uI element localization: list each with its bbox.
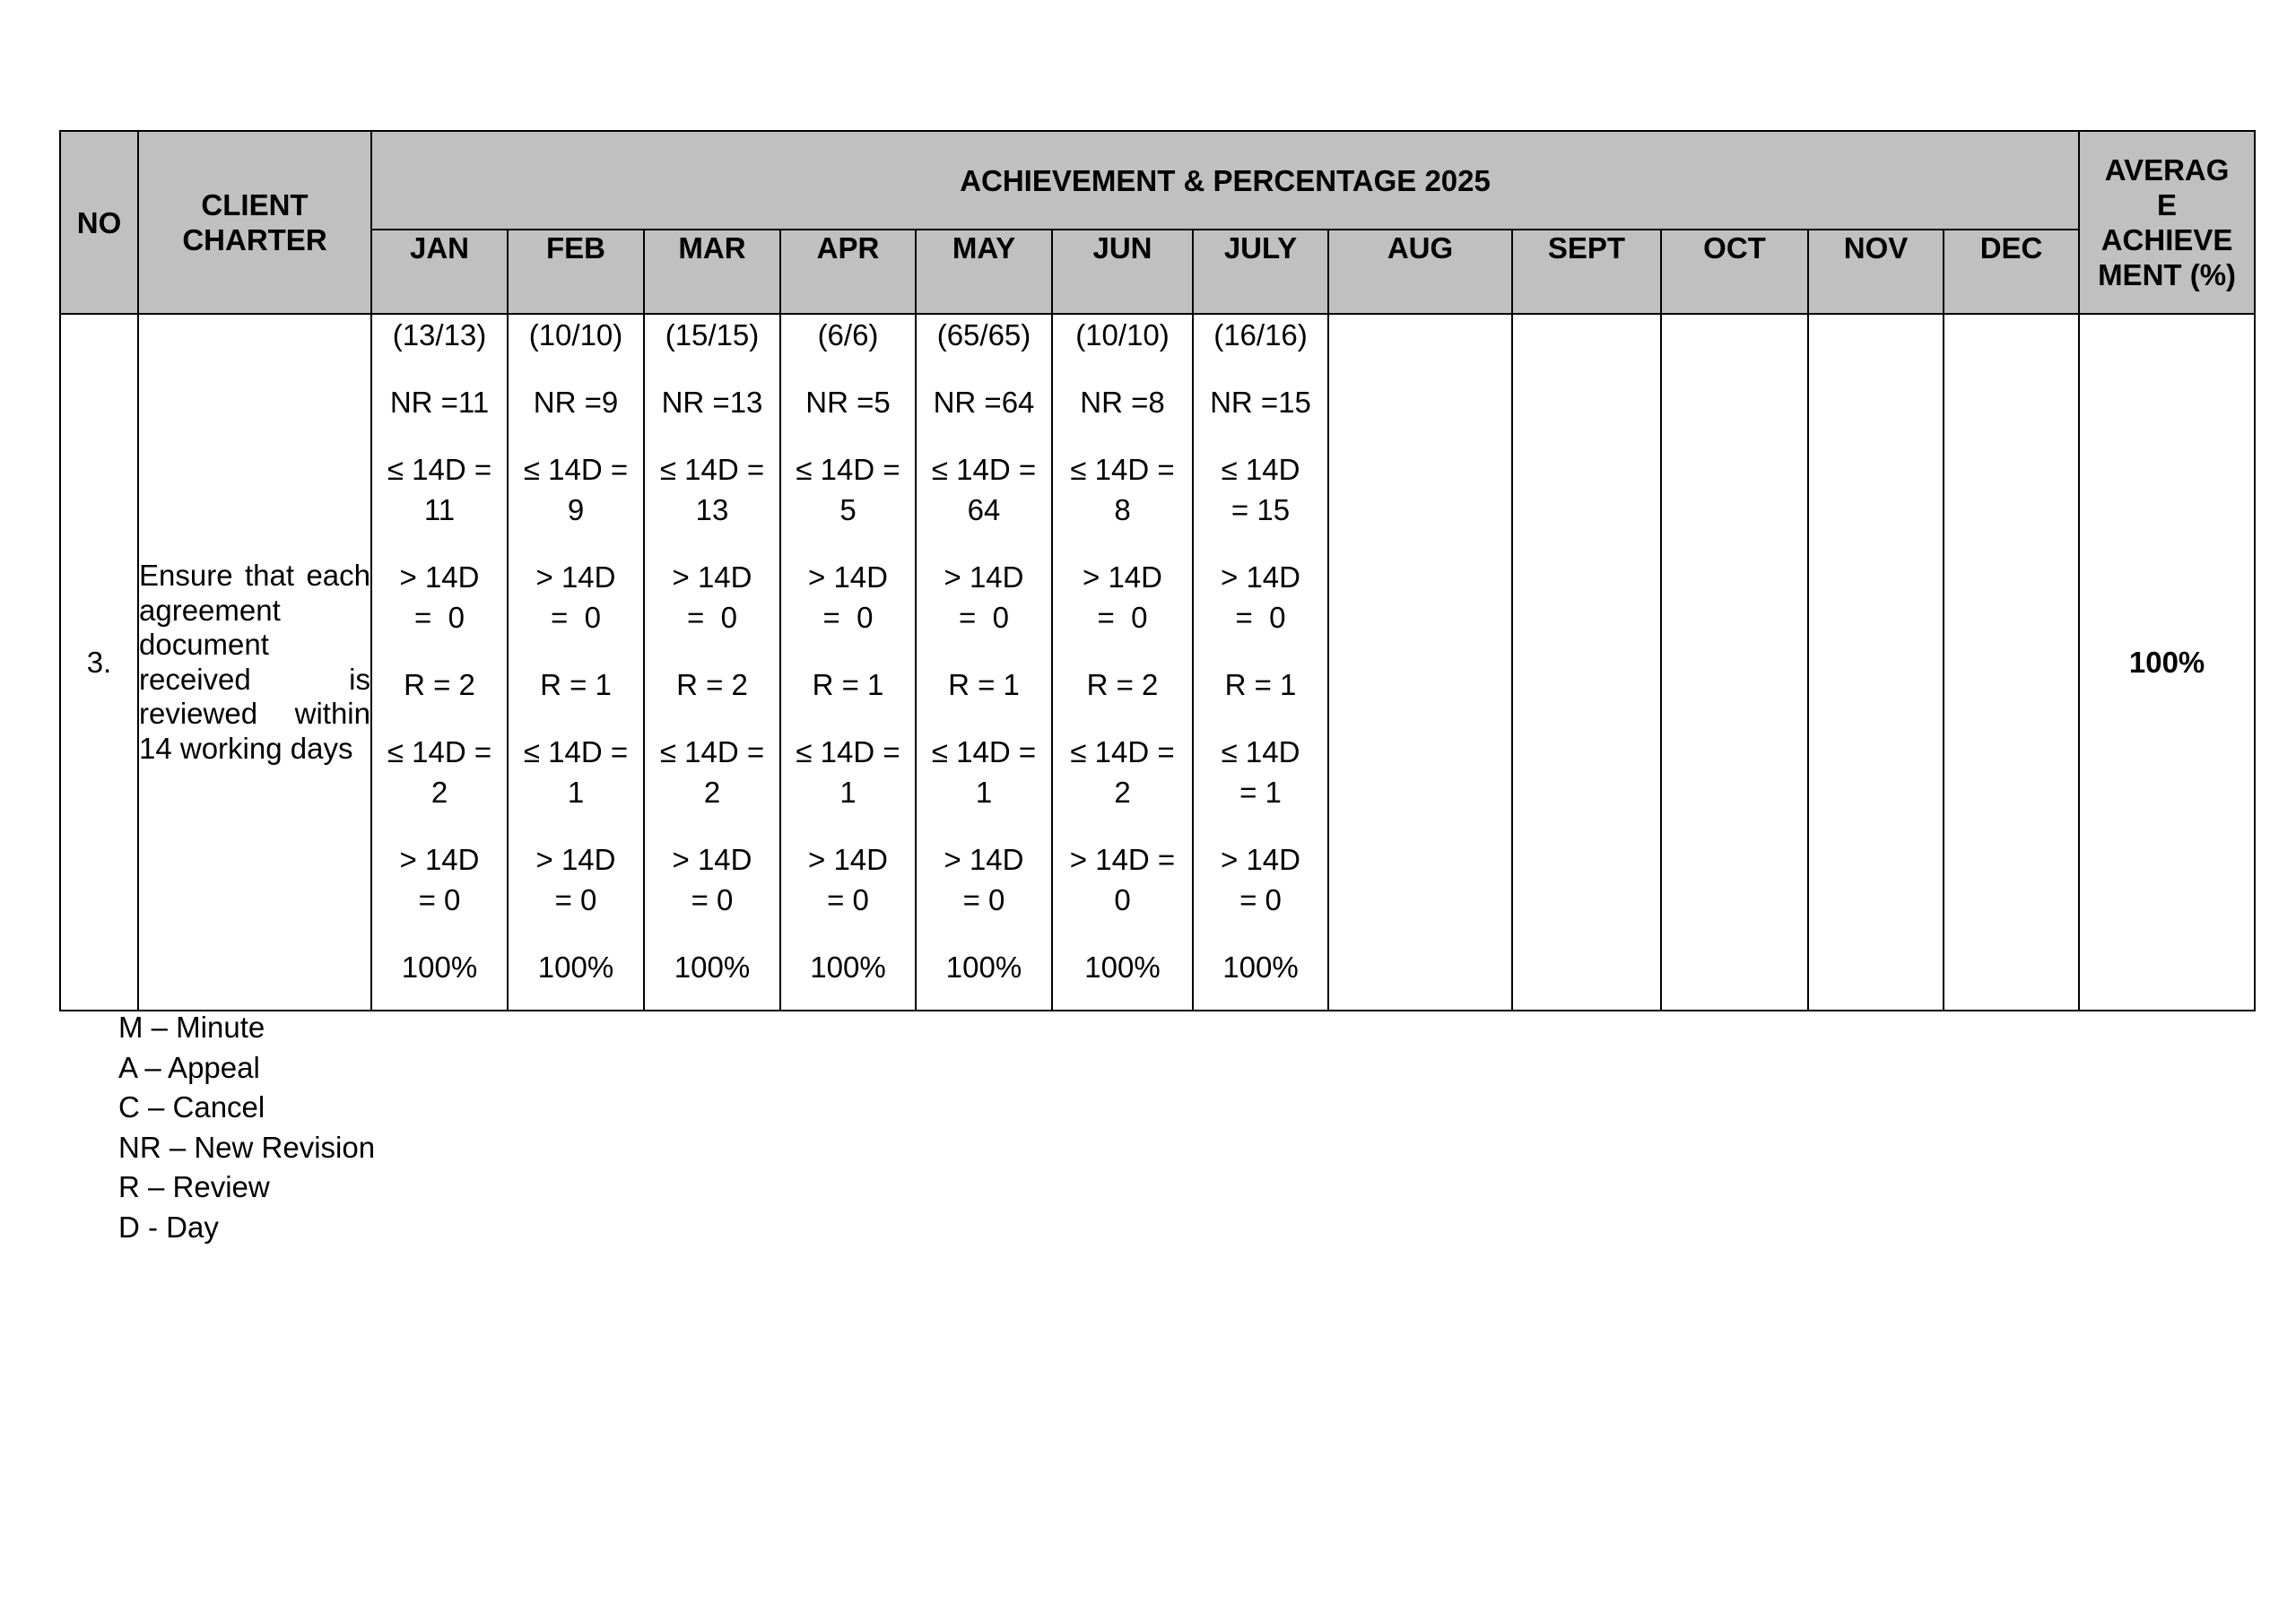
month-r-within-14d-value: = 1 <box>1239 776 1282 809</box>
month-nr-within-14d: ≤ 14D = <box>523 453 629 486</box>
month-nr-within-14d-value: 5 <box>839 493 857 526</box>
month-nr-within-14d-value: 9 <box>567 493 585 526</box>
month-review-count: R = 2 <box>404 668 475 701</box>
legend-item: A – Appeal <box>118 1050 260 1084</box>
header-month-jun: JUN <box>1052 230 1193 314</box>
month-values <box>781 315 915 987</box>
month-r-over-14d-value: = 0 <box>1239 883 1282 916</box>
month-r-over-14d-value: = 0 <box>418 883 461 916</box>
month-nr-count: NR =15 <box>1210 386 1311 419</box>
month-cell-sept <box>1512 314 1661 1011</box>
month-r-within-14d-value: 1 <box>567 776 585 809</box>
month-nr-over-14d: > 14D <box>672 560 752 594</box>
month-nr-over-14d-value: = 0 <box>822 601 874 634</box>
month-nr-within-14d: ≤ 14D = <box>1070 453 1175 486</box>
month-ratio: (10/10) <box>528 318 623 352</box>
month-r-over-14d: > 14D <box>399 843 480 876</box>
month-values <box>1194 315 1327 987</box>
month-r-within-14d-value: 2 <box>1114 776 1131 809</box>
month-r-over-14d: > 14D <box>1221 843 1300 876</box>
month-r-over-14d: > 14D <box>808 843 888 876</box>
header-month-aug: AUG <box>1328 230 1512 314</box>
month-nr-over-14d-value: = 0 <box>1235 601 1286 634</box>
header-month-apr: APR <box>780 230 916 314</box>
month-r-over-14d-value: = 0 <box>827 883 869 916</box>
header-month-mar: MAR <box>644 230 780 314</box>
month-ratio: (6/6) <box>817 318 879 352</box>
month-nr-over-14d-value: = 0 <box>551 601 601 634</box>
month-cell-mar <box>644 314 780 1011</box>
legend-item: R – Review <box>118 1170 270 1203</box>
month-nr-over-14d-value: = 0 <box>687 601 737 634</box>
month-nr-count: NR =5 <box>805 386 891 419</box>
legend-item: C – Cancel <box>118 1090 265 1124</box>
header-month-sept: SEPT <box>1512 230 1661 314</box>
month-nr-over-14d-value: = 0 <box>414 601 465 634</box>
month-nr-within-14d: ≤ 14D = <box>931 453 1037 486</box>
legend-item: M – Minute <box>118 1011 265 1044</box>
month-cell-apr <box>780 314 916 1011</box>
month-nr-count: NR =64 <box>933 386 1035 419</box>
table-row <box>60 314 2255 1011</box>
header-average-line: MENT (%) <box>2098 258 2237 291</box>
legend-item: NR – New Revision <box>118 1130 376 1164</box>
month-nr-count: NR =8 <box>1080 386 1165 419</box>
month-nr-within-14d: ≤ 14D = <box>387 453 492 486</box>
month-review-count: R = 2 <box>676 668 748 701</box>
row-charter-text: Ensure that each agreement document received is reviewed within 14 working days <box>138 314 371 1011</box>
month-r-over-14d-value: = 0 <box>554 883 597 916</box>
month-review-count: R = 1 <box>540 668 612 701</box>
month-nr-over-14d: > 14D <box>1221 560 1300 594</box>
header-no-label: NO <box>76 205 122 239</box>
month-values <box>1053 315 1192 987</box>
month-r-within-14d-value: 1 <box>839 776 857 809</box>
legend-item: D - Day <box>118 1210 219 1244</box>
header-client-charter-line: CLIENT <box>201 188 309 221</box>
month-cell-july <box>1193 314 1328 1011</box>
month-cell-may <box>916 314 1052 1011</box>
month-cell-jun <box>1052 314 1193 1011</box>
header-average-line: E <box>2157 188 2178 221</box>
header-no <box>60 131 138 314</box>
month-nr-over-14d-value: = 0 <box>1097 601 1148 634</box>
month-nr-within-14d-value: 64 <box>967 493 1001 526</box>
month-ratio: (16/16) <box>1213 318 1308 352</box>
month-r-within-14d-value: 1 <box>975 776 993 809</box>
month-r-within-14d: ≤ 14D = <box>1070 735 1175 768</box>
header-month-dec: DEC <box>1944 230 2079 314</box>
month-nr-over-14d: > 14D <box>399 560 480 594</box>
month-r-within-14d: ≤ 14D <box>1221 735 1300 768</box>
header-client-charter-line: CHARTER <box>182 223 327 256</box>
month-values <box>509 315 643 987</box>
header-client-charter <box>138 131 371 314</box>
month-values <box>917 315 1051 987</box>
row-average: 100% <box>2079 314 2255 1011</box>
month-review-count: R = 1 <box>1224 668 1297 701</box>
month-nr-within-14d-value: 11 <box>423 493 456 526</box>
month-nr-within-14d-value: = 15 <box>1231 493 1291 526</box>
month-nr-count: NR =11 <box>389 386 490 419</box>
header-month-oct: OCT <box>1661 230 1808 314</box>
month-percentage: 100% <box>537 950 614 984</box>
month-percentage: 100% <box>401 950 478 984</box>
header-achievement-label: ACHIEVEMENT & PERCENTAGE 2025 <box>960 163 1491 197</box>
month-r-over-14d-value: = 0 <box>962 883 1005 916</box>
month-nr-count: NR =13 <box>661 386 763 419</box>
client-charter-table <box>59 130 2256 1011</box>
month-r-within-14d-value: 2 <box>703 776 721 809</box>
month-percentage: 100% <box>674 950 751 984</box>
month-values <box>645 315 779 987</box>
month-percentage: 100% <box>810 950 886 984</box>
month-ratio: (10/10) <box>1075 318 1170 352</box>
month-nr-count: NR =9 <box>533 386 619 419</box>
header-month-nov: NOV <box>1808 230 1944 314</box>
header-row-1 <box>60 131 2255 230</box>
month-nr-over-14d: > 14D <box>535 560 616 594</box>
legend <box>118 1008 375 1247</box>
month-ratio: (15/15) <box>665 318 760 352</box>
header-average <box>2079 131 2255 314</box>
month-cell-feb <box>508 314 644 1011</box>
month-r-within-14d: ≤ 14D = <box>796 735 900 768</box>
month-review-count: R = 2 <box>1086 668 1159 701</box>
month-r-within-14d-value: 2 <box>430 776 448 809</box>
month-ratio: (65/65) <box>936 318 1031 352</box>
header-achievement <box>371 131 2079 230</box>
month-r-over-14d-value: 0 <box>1114 883 1131 916</box>
month-r-over-14d: > 14D = <box>1069 843 1176 876</box>
month-nr-over-14d: > 14D <box>944 560 1024 594</box>
month-nr-within-14d: ≤ 14D = <box>796 453 900 486</box>
month-cell-oct <box>1661 314 1808 1011</box>
month-r-within-14d: ≤ 14D = <box>659 735 765 768</box>
month-review-count: R = 1 <box>812 668 884 701</box>
month-nr-within-14d: ≤ 14D <box>1221 453 1300 486</box>
row-no: 3. <box>60 314 138 1011</box>
month-percentage: 100% <box>945 950 1022 984</box>
month-r-over-14d-value: = 0 <box>691 883 734 916</box>
month-r-within-14d: ≤ 14D = <box>387 735 492 768</box>
month-nr-within-14d-value: 8 <box>1114 493 1131 526</box>
month-cell-aug <box>1328 314 1512 1011</box>
month-r-within-14d: ≤ 14D = <box>523 735 629 768</box>
month-nr-over-14d: > 14D <box>1083 560 1162 594</box>
month-nr-within-14d-value: 13 <box>695 493 729 526</box>
month-cell-jan <box>371 314 508 1011</box>
month-r-over-14d: > 14D <box>944 843 1024 876</box>
header-month-feb: FEB <box>508 230 644 314</box>
header-average-line: AVERAG <box>2104 153 2230 187</box>
month-values <box>372 315 507 987</box>
month-review-count: R = 1 <box>948 668 1020 701</box>
header-month-may: MAY <box>916 230 1052 314</box>
month-nr-over-14d-value: = 0 <box>959 601 1009 634</box>
month-r-within-14d: ≤ 14D = <box>931 735 1037 768</box>
month-percentage: 100% <box>1084 950 1161 984</box>
header-month-jan: JAN <box>371 230 508 314</box>
month-ratio: (13/13) <box>392 318 487 352</box>
header-average-line: ACHIEVE <box>2100 223 2233 256</box>
header-row-2 <box>60 230 2255 314</box>
month-r-over-14d: > 14D <box>535 843 616 876</box>
month-r-over-14d: > 14D <box>672 843 752 876</box>
header-month-july: JULY <box>1193 230 1328 314</box>
month-cell-nov <box>1808 314 1944 1011</box>
month-percentage: 100% <box>1222 950 1299 984</box>
month-nr-within-14d: ≤ 14D = <box>659 453 765 486</box>
month-cell-dec <box>1944 314 2079 1011</box>
month-nr-over-14d: > 14D <box>808 560 888 594</box>
